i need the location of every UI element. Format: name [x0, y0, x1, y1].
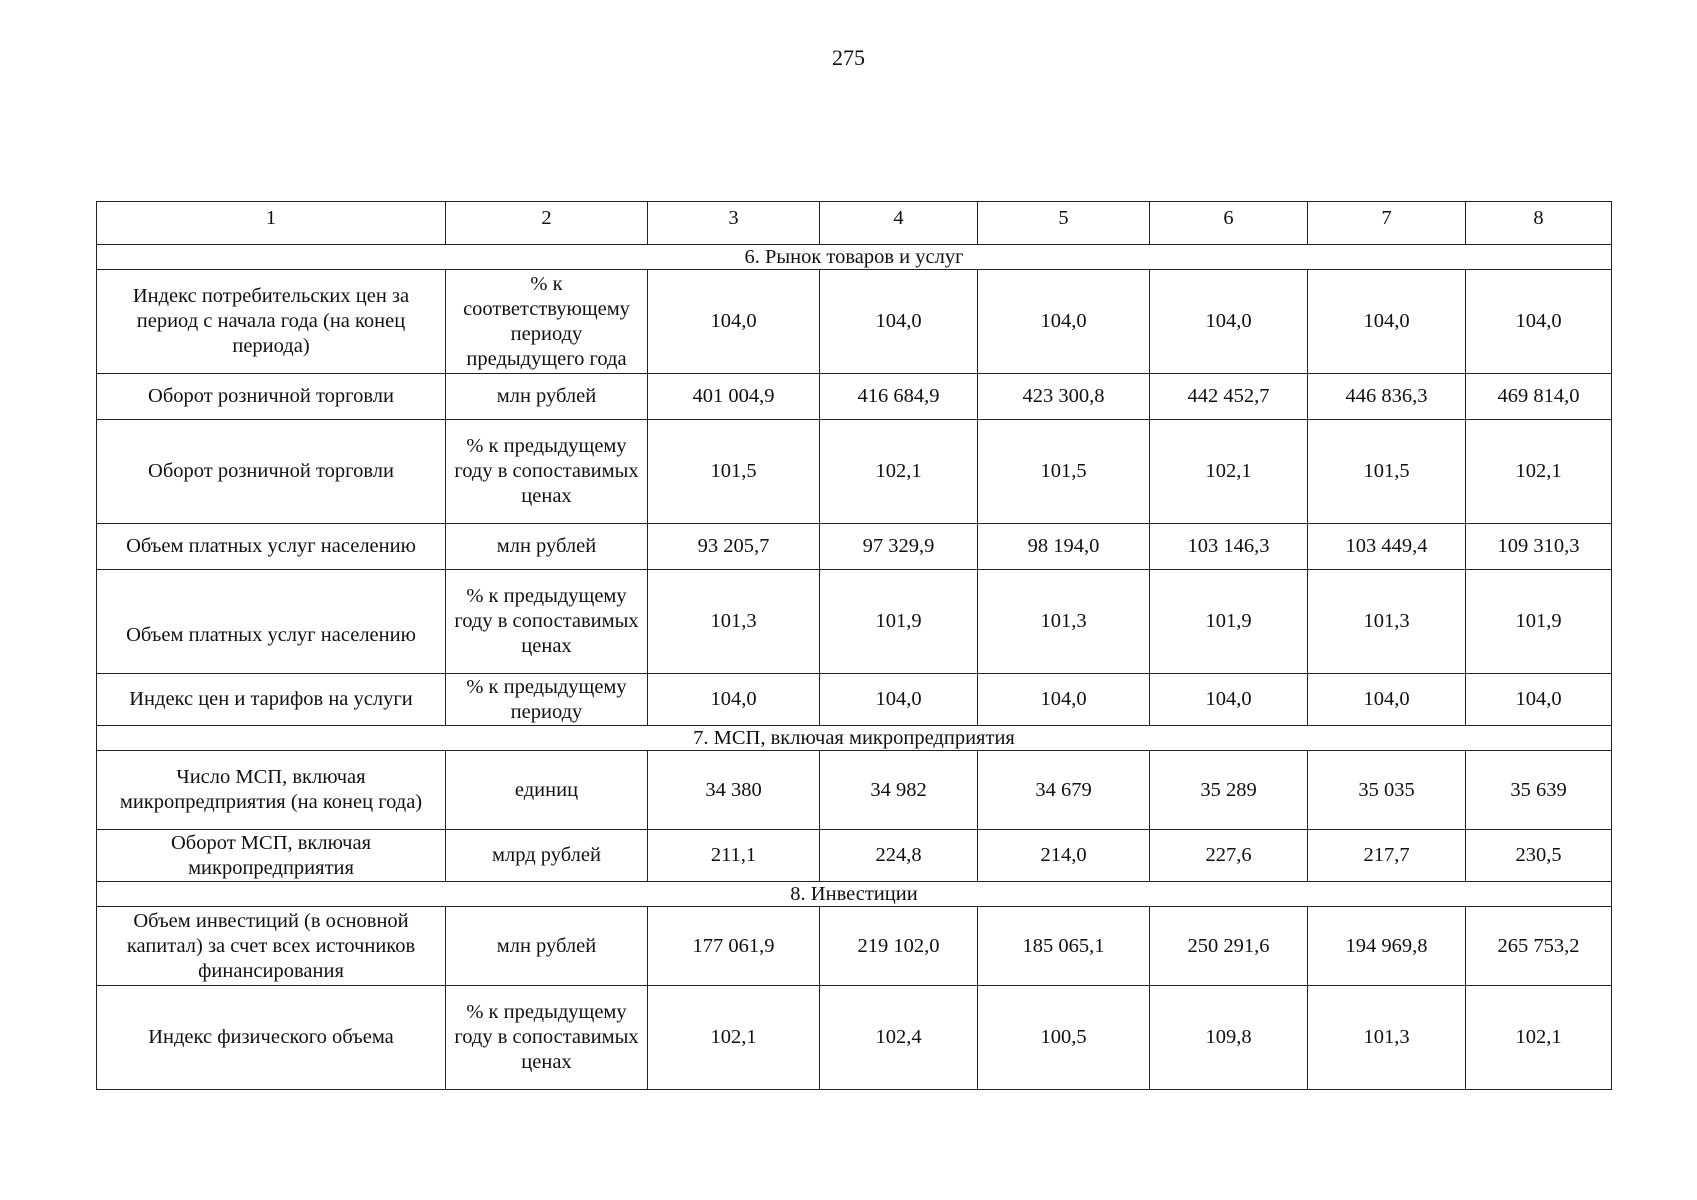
- section-row-msp: [97, 726, 1612, 751]
- value-cell: 102,1: [1466, 420, 1612, 524]
- column-number: 7: [1308, 202, 1466, 245]
- table-row: [97, 907, 1612, 986]
- value-cell: 103 146,3: [1150, 524, 1308, 570]
- value-cell: 104,0: [648, 270, 820, 374]
- section-title: 7. МСП, включая микропредприятия: [97, 726, 1612, 751]
- value-cell: 101,9: [1466, 570, 1612, 674]
- value-cell: 442 452,7: [1150, 374, 1308, 420]
- value-cell: 214,0: [978, 830, 1150, 882]
- value-cell: 35 639: [1466, 751, 1612, 830]
- value-cell: 102,4: [820, 986, 978, 1090]
- value-cell: 101,3: [648, 570, 820, 674]
- value-cell: 104,0: [1466, 674, 1612, 726]
- value-cell: 230,5: [1466, 830, 1612, 882]
- indicator-name: Индекс физического объема: [97, 986, 446, 1090]
- section-row-goods-services: [97, 245, 1612, 270]
- unit: млн рублей: [446, 907, 648, 986]
- table-row: [97, 674, 1612, 726]
- unit: млрд рублей: [446, 830, 648, 882]
- value-cell: 101,3: [978, 570, 1150, 674]
- value-cell: 102,1: [1150, 420, 1308, 524]
- value-cell: 35 035: [1308, 751, 1466, 830]
- value-cell: 250 291,6: [1150, 907, 1308, 986]
- column-number: 2: [446, 202, 648, 245]
- value-cell: 101,3: [1308, 986, 1466, 1090]
- value-cell: 104,0: [820, 674, 978, 726]
- value-cell: 101,9: [1150, 570, 1308, 674]
- value-cell: 211,1: [648, 830, 820, 882]
- table-row: [97, 374, 1612, 420]
- value-cell: 101,5: [978, 420, 1150, 524]
- unit: % к предыдущему году в сопоставимых ценах: [446, 420, 648, 524]
- unit: % к предыдущему году в сопоставимых ценах: [446, 986, 648, 1090]
- value-cell: 100,5: [978, 986, 1150, 1090]
- indicator-name: Объем платных услуг населению: [97, 524, 446, 570]
- unit: млн рублей: [446, 524, 648, 570]
- indicator-name: Объем инвестиций (в основной капитал) за счет всех источников финансирования: [97, 907, 446, 986]
- value-cell: 104,0: [978, 270, 1150, 374]
- unit: % к предыдущему году в сопоставимых ценах: [446, 570, 648, 674]
- value-cell: 35 289: [1150, 751, 1308, 830]
- section-title: 6. Рынок товаров и услуг: [97, 245, 1612, 270]
- value-cell: 101,3: [1308, 570, 1466, 674]
- value-cell: 93 205,7: [648, 524, 820, 570]
- value-cell: 102,1: [1466, 986, 1612, 1090]
- value-cell: 104,0: [1308, 674, 1466, 726]
- value-cell: 104,0: [820, 270, 978, 374]
- value-cell: 109,8: [1150, 986, 1308, 1090]
- value-cell: 224,8: [820, 830, 978, 882]
- unit: % к предыдущему периоду: [446, 674, 648, 726]
- table-row: [97, 524, 1612, 570]
- section-title: 8. Инвестиции: [97, 882, 1612, 907]
- indicator-name: Оборот МСП, включая микропредприятия: [97, 830, 446, 882]
- value-cell: 423 300,8: [978, 374, 1150, 420]
- value-cell: 98 194,0: [978, 524, 1150, 570]
- column-number-row: [97, 202, 1612, 245]
- indicator-name: Индекс потребительских цен за период с начала года (на конец периода): [97, 270, 446, 374]
- indicator-name: Объем платных услуг населению: [97, 570, 446, 674]
- value-cell: 97 329,9: [820, 524, 978, 570]
- column-number: 5: [978, 202, 1150, 245]
- indicator-name: Число МСП, включая микропредприятия (на конец года): [97, 751, 446, 830]
- column-number: 4: [820, 202, 978, 245]
- indicator-name: Индекс цен и тарифов на услуги: [97, 674, 446, 726]
- value-cell: 416 684,9: [820, 374, 978, 420]
- value-cell: 104,0: [1150, 674, 1308, 726]
- unit: % к соответствующему периоду предыдущего года: [446, 270, 648, 374]
- value-cell: 104,0: [1466, 270, 1612, 374]
- value-cell: 469 814,0: [1466, 374, 1612, 420]
- value-cell: 34 679: [978, 751, 1150, 830]
- value-cell: 446 836,3: [1308, 374, 1466, 420]
- value-cell: 194 969,8: [1308, 907, 1466, 986]
- table-row: [97, 570, 1612, 674]
- table-row: [97, 751, 1612, 830]
- value-cell: 227,6: [1150, 830, 1308, 882]
- value-cell: 104,0: [1150, 270, 1308, 374]
- value-cell: 102,1: [820, 420, 978, 524]
- value-cell: 103 449,4: [1308, 524, 1466, 570]
- value-cell: 34 982: [820, 751, 978, 830]
- value-cell: 109 310,3: [1466, 524, 1612, 570]
- indicator-name: Оборот розничной торговли: [97, 420, 446, 524]
- value-cell: 401 004,9: [648, 374, 820, 420]
- section-row-investments: [97, 882, 1612, 907]
- value-cell: 265 753,2: [1466, 907, 1612, 986]
- column-number: 1: [97, 202, 446, 245]
- indicators-table: [96, 201, 1612, 1090]
- page-number: 275: [832, 45, 865, 70]
- indicator-name: Оборот розничной торговли: [97, 374, 446, 420]
- column-number: 3: [648, 202, 820, 245]
- value-cell: 102,1: [648, 986, 820, 1090]
- value-cell: 101,9: [820, 570, 978, 674]
- table-row: [97, 986, 1612, 1090]
- value-cell: 101,5: [648, 420, 820, 524]
- value-cell: 219 102,0: [820, 907, 978, 986]
- unit: млн рублей: [446, 374, 648, 420]
- value-cell: 101,5: [1308, 420, 1466, 524]
- value-cell: 177 061,9: [648, 907, 820, 986]
- value-cell: 217,7: [1308, 830, 1466, 882]
- value-cell: 104,0: [978, 674, 1150, 726]
- table-row: [97, 270, 1612, 374]
- column-number: 8: [1466, 202, 1612, 245]
- table-row: [97, 420, 1612, 524]
- value-cell: 104,0: [1308, 270, 1466, 374]
- value-cell: 185 065,1: [978, 907, 1150, 986]
- table-row: [97, 830, 1612, 882]
- column-number: 6: [1150, 202, 1308, 245]
- value-cell: 34 380: [648, 751, 820, 830]
- unit: единиц: [446, 751, 648, 830]
- value-cell: 104,0: [648, 674, 820, 726]
